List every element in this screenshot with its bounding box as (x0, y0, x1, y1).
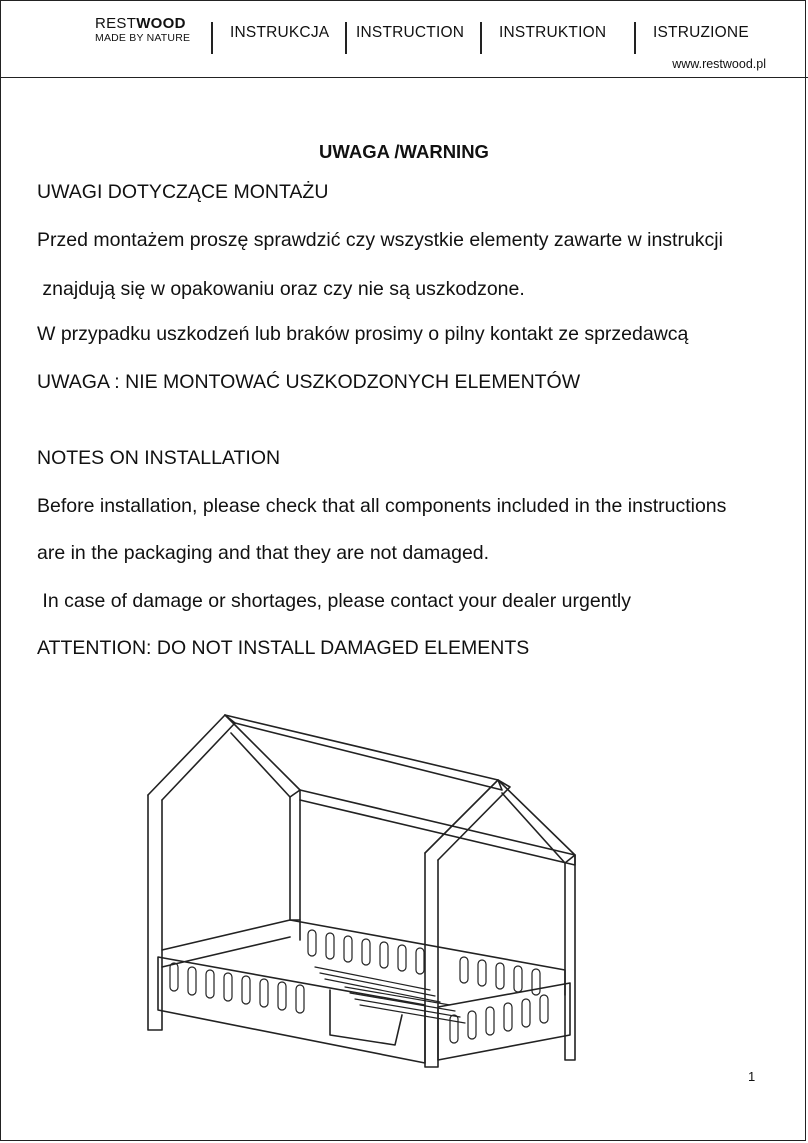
ridge-beam (225, 715, 502, 790)
polish-line: W przypadku uszkodzeń lub braków prosimy o pilny kontakt ze sprzedawcą (37, 323, 689, 345)
english-line: In case of damage or shortages, please contact your dealer urgently (37, 590, 632, 612)
house-bed-illustration (140, 705, 600, 1105)
language-label-it: ISTRUZIONE (653, 24, 749, 41)
language-label-de: INSTRUKTION (499, 24, 607, 41)
polish-line: Przed montażem proszę sprawdzić czy wszystkie elementy zawarte w instrukcji (37, 229, 723, 251)
english-line: ATTENTION: DO NOT INSTALL DAMAGED ELEMENTS (37, 637, 530, 659)
english-line: Before installation, please check that all components included in the instructions (37, 495, 727, 517)
header-divider (480, 22, 482, 54)
header-divider (211, 22, 213, 54)
header-divider (634, 22, 636, 54)
page-number: 1 (748, 1069, 756, 1084)
brand-logo (95, 16, 190, 44)
polish-line: znajdują się w opakowaniu oraz czy nie są uszkodzone. (37, 278, 525, 300)
front-side-panel (158, 957, 570, 1063)
polish-line: UWAGA : NIE MONTOWAĆ USZKODZONYCH ELEMENTÓW (37, 371, 581, 393)
polish-heading: UWAGI DOTYCZĄCE MONTAŻU (37, 181, 329, 203)
front-frame (425, 780, 575, 1067)
language-label-pl: INSTRUKCJA (230, 24, 330, 41)
brand-name (95, 16, 190, 32)
brand-name-light: REST (95, 15, 137, 32)
website-link[interactable]: www.restwood.pl (672, 57, 766, 71)
language-label-en: INSTRUCTION (356, 24, 465, 41)
header (0, 0, 808, 78)
bed-slats (315, 967, 465, 1023)
panel-cutouts (170, 930, 548, 1043)
warning-title: UWAGA /WARNING (319, 141, 489, 162)
brand-tagline: MADE BY NATURE (95, 32, 191, 44)
brand-name-bold: WOOD (136, 15, 186, 32)
english-line: are in the packaging and that they are not damaged. (37, 542, 490, 564)
english-heading: NOTES ON INSTALLATION (37, 447, 281, 469)
header-divider (345, 22, 347, 54)
